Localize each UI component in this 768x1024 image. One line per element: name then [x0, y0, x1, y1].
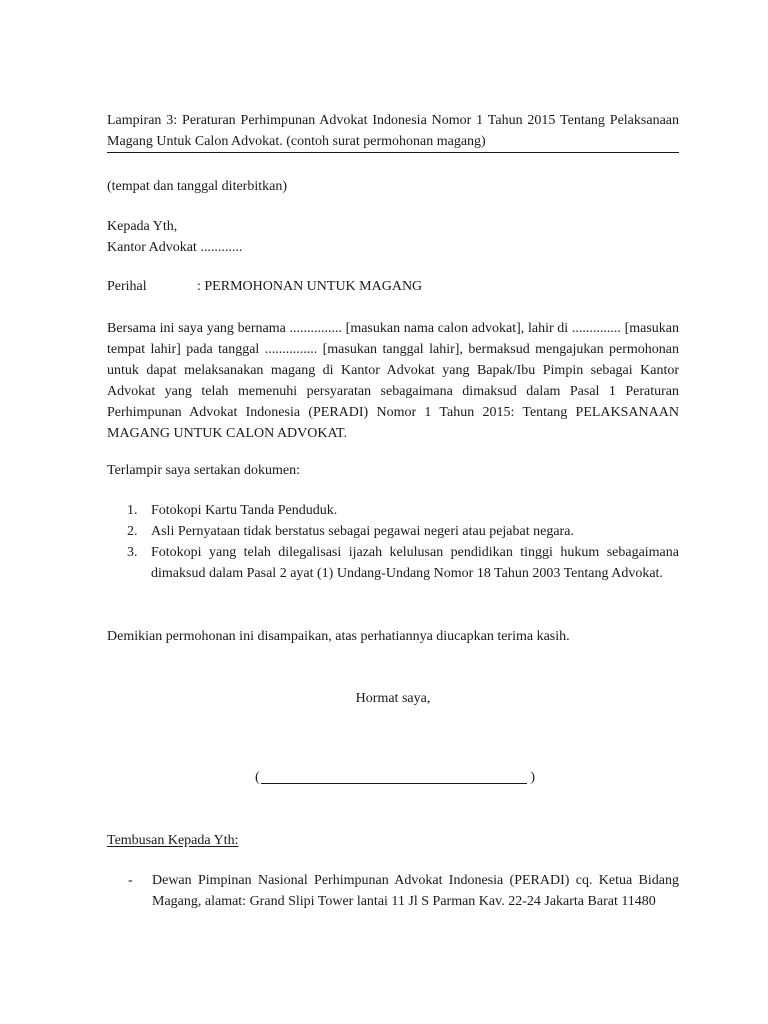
body-paragraph: Bersama ini saya yang bernama ............... [masukan nama calon advokat], lahir di .............. [masukan tempat lahir] pada tanggal ............... [masukan tanggal lahir], bermaksud mengajukan permohonan untuk dapat melaksanakan magang di Kantor Advokat yang Bapak/Ibu Pimpin sebagai Kantor Advokat yang telah memenuhi persyaratan sebagaimana dimaksud dalam Pasal 1 Peraturan Perhimpunan Advokat Indonesia (PERADI) Nomor 1 Tahun 2015: Tentang PELAKSANAAN MAGANG UNTUK CALON ADVOKAT. [107, 321, 679, 441]
attachment-item-number: 1. [127, 503, 138, 518]
perihal-value: : PERMOHONAN UNTUK MAGANG [197, 279, 423, 294]
header-attachment-title: Lampiran 3: Peraturan Perhimpunan Advokat Indonesia Nomor 1 Tahun 2015 Tentang Pelaksanaan Magang Untuk Calon Advokat. (contoh surat permohonan magang) [107, 113, 679, 149]
cc-item-text: Dewan Pimpinan Nasional Perhimpunan Advokat Indonesia (PERADI) cq. Ketua Bidang Magang, alamat: Grand Slipi Tower lantai 11 Jl S Parman Kav. 22-24 Jakarta Barat 11480 [152, 873, 679, 909]
header-divider [107, 152, 679, 153]
place-and-date: (tempat dan tanggal diterbitkan) [107, 179, 287, 194]
signature-salutation: Hormat saya, [355, 691, 431, 706]
closing-sentence: Demikian permohonan ini disampaikan, atas perhatiannya diucapkan terima kasih. [107, 629, 570, 644]
signature-close-paren: ) [530, 770, 535, 785]
signature-open-paren: ( [255, 770, 260, 785]
attachment-item-text: Asli Pernyataan tidak berstatus sebagai pegawai negeri atau pejabat negara. [151, 524, 574, 539]
attachment-item-number: 2. [127, 524, 138, 539]
perihal-label: Perihal [107, 279, 147, 294]
attachment-item-number: 3. [127, 545, 138, 560]
recipient-line-1: Kepada Yth, [107, 219, 178, 234]
attachments-intro: Terlampir saya sertakan dokumen: [107, 463, 301, 478]
cc-item [128, 870, 679, 912]
attachment-item [127, 542, 679, 584]
attachment-item [127, 521, 679, 542]
signature-line [255, 767, 535, 788]
attachment-item-text: Fotokopi Kartu Tanda Penduduk. [151, 503, 338, 518]
cc-title: Tembusan Kepada Yth: [107, 833, 239, 848]
cc-item-dash: - [128, 873, 133, 888]
recipient-line-2: Kantor Advokat ............ [107, 240, 243, 255]
attachment-item-text: Fotokopi yang telah dilegalisasi ijazah kelulusan pendidikan tinggi hukum sebagaimana dimaksud dalam Pasal 2 ayat (1) Undang-Undang Nomor 18 Tahun 2003 Tentang Advokat. [151, 545, 679, 581]
cc-title-wrap [107, 830, 679, 851]
attachment-item [127, 500, 679, 521]
signature-underline [261, 783, 527, 784]
